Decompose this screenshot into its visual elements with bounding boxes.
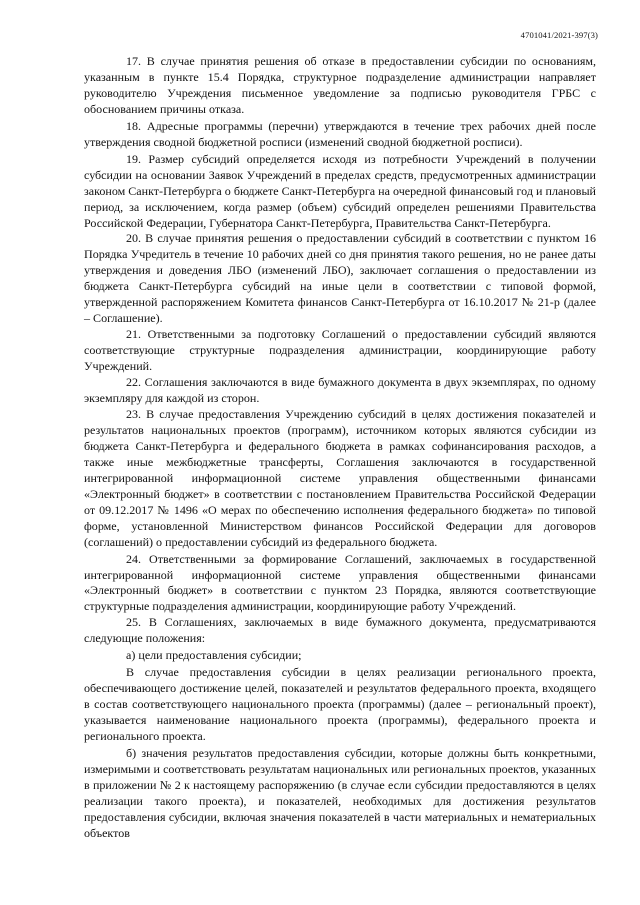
document-body <box>84 54 596 842</box>
paragraph-21: 21. Ответственными за подготовку Соглашений о предоставлении субсидий являются соответствующие структурные подразделения администрации, координирующие работу Учреждений. <box>84 327 596 374</box>
paragraph-19: 19. Размер субсидий определяется исходя из потребности Учреждений в получении субсидии на основании Заявок Учреждений в пределах средств, предусмотренных администрации законом Санкт-Петербурга о бюджете Санкт-Петербурга на очередной финансовый год и плановый период, за исключением, когда размер (объем) субсидий определен решениями Правительства Российской Федерации, Губернатора Санкт-Петербурга, Правительства Санкт-Петербурга. <box>84 151 596 230</box>
document-number: 4701041/2021-397(3) <box>520 30 598 40</box>
paragraph-25a: а) цели предоставления субсидии; <box>126 648 302 663</box>
paragraph-25b: б) значения результатов предоставления субсидии, которые должны быть конкретными, измеримыми и соответствовать результатам национальных или региональных проектов, указанных в приложении № 2 к настоящему распоряжению (в случае если субсидии предоставляются в целях реализации такого проекта), и показателей, необходимых для достижения результатов предоставления субсидии, включая значения показателей в части материальных и нематериальных объектов <box>84 745 596 840</box>
paragraph-25: 25. В Соглашениях, заключаемых в виде бумажного документа, предусматриваются следующие положения: <box>84 615 596 646</box>
paragraph-25a-detail: В случае предоставления субсидии в целях реализации регионального проекта, обеспечивающего достижение целей, показателей и результатов федерального проекта, входящего в состав соответствующего национального проекта (программы) (далее – региональный проект), указывается наименование национального проекта (программы), федерального проекта и регионального проекта. <box>84 665 596 744</box>
paragraph-20: 20. В случае принятия решения о предоставлении субсидий в соответствии с пунктом 16 Порядка Учредитель в течение 10 рабочих дней со дня принятия такого решения, но не ранее даты утверждения и доведения ЛБО (изменений ЛБО), заключает соглашения о предоставлении из бюджета Санкт-Петербурга субсидий на иные цели в соответствии с типовой формой, утвержденной распоряжением Комитета финансов Санкт-Петербурга от 16.10.2017 № 21-р (далее – Соглашение). <box>84 231 596 326</box>
paragraph-23: 23. В случае предоставления Учреждению субсидий в целях достижения показателей и результатов национальных проектов (программ), источником которых являются субсидии из бюджета Санкт-Петербурга и федерального бюджета в рамках софинансирования расходов, а также иные межбюджетные трансферты, Соглашения заключаются в государственной интегрированной информационной системе управления общественными финансами «Электронный бюджет» в соответствии с постановлением Правительства Российской Федерации от 09.12.2017 № 1496 «О мерах по обеспечению исполнения федерального бюджета» по типовой форме, установленной Министерством финансов Российской Федерации для договоров (соглашений) о предоставлении субсидий из федерального бюджета. <box>84 406 596 549</box>
paragraph-22: 22. Соглашения заключаются в виде бумажного документа в двух экземплярах, по одному экземпляру для каждой из сторон. <box>84 375 596 406</box>
paragraph-24: 24. Ответственными за формирование Соглашений, заключаемых в государственной интегрированной информационной системе управления общественными финансами «Электронный бюджет» в соответствии с пунктом 23 Порядка, являются соответствующие структурные подразделения администрации, координирующие работу Учреждений. <box>84 551 596 614</box>
paragraph-17: 17. В случае принятия решения об отказе в предоставлении субсидии по основаниям, указанным в пункте 15.4 Порядка, структурное подразделение администрации направляет руководителю Учреждения письменное уведомление за подписью руководителя ГРБС с обоснованием причины отказа. <box>84 54 596 116</box>
paragraph-18: 18. Адресные программы (перечни) утверждаются в течение трех рабочих дней после утверждения сводной бюджетной росписи (изменений сводной бюджетной росписи). <box>84 118 596 149</box>
